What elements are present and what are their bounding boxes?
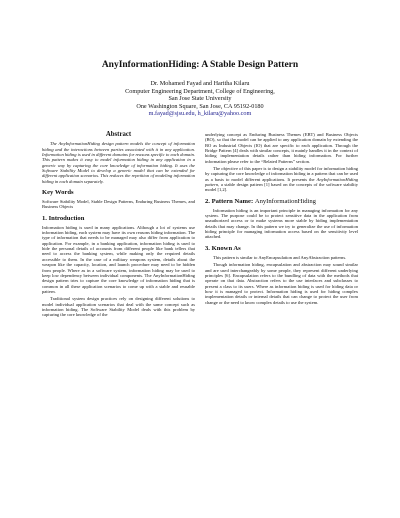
known-as-paragraph-2: Though information hiding, encapsulation and abstraction may sound similar and are used interchangeably by some people, they represent different underlying principles [6]. Encapsulation refers to the bundling of data with the methods that operate on that data. Abstraction refers to the use interfaces and subclasses to present a class to its users. Where as information hiding is used for hiding data or how it is managed to protect. Information hiding is used for hiding complex implementation details or internal details that can change to protect the user from change or the need to know complex details to use the system. <box>205 262 358 305</box>
objective-text-start: The objective of this paper is to design a stability model for information hiding by capturing the core knowledge of information hiding in a pattern that can be used as a basis to model different applications. It presents the <box>205 166 358 182</box>
introduction-paragraph-2: Traditional system design practices rely on designing different solutions to model individual application scenarios that deal with the same concept such as information hiding. The Software Stability Model deals with this problem by capturing the core knowledge of the <box>42 296 195 318</box>
introduction-heading: 1. Introduction <box>42 214 85 222</box>
author-names: Dr. Mohamed Fayad and Haritha Kilaru <box>150 80 250 87</box>
author-university: San Jose State University <box>168 95 232 103</box>
pattern-name-heading <box>205 198 358 205</box>
pattern-name-value: AnyInformationHiding <box>254 197 316 205</box>
author-address: One Washington Square, San Jose, CA 95192-0180 <box>136 102 264 110</box>
right-column <box>205 132 358 320</box>
known-as-paragraph-1: This pattern is similar to AnyEncapsulation and AnyAbstraction patterns. <box>213 254 347 260</box>
paper-title: AnyInformationHiding: A Stable Design Pattern <box>101 60 299 70</box>
two-column-body <box>42 132 358 320</box>
objective-pattern-name: AnyInformationHiding pattern <box>205 176 358 188</box>
objective-paragraph <box>205 166 358 193</box>
intro-continued-paragraph: underlying concept as Enduring Business Themes (EBT) and Business Objects (BO), so that the model can be applied to any application domain by extending the BO as Industrial Objects (IO) that are specific to each application. Through the Bridge Pattern [4] deals with similar concepts, it mainly handles it in the context of hiding implementation details rather than hiding information. For further information please refer to the “Related Patterns” section. <box>205 131 358 164</box>
author-block <box>42 80 358 118</box>
author-department: Computer Engineering Department, College of Engineering, <box>125 87 275 95</box>
keywords-text: Software Stability Model, Stable Design Patterns, Enduring Business Themes, and Business Objects <box>42 199 195 210</box>
introduction-paragraph-1: Information hiding is used in many applications. Although a lot of systems use information hiding, each system may have its own reasons hiding information. The type of information that needs to be managed may also differ from application to application. For example, in a banking application, information hiding is used to hide the personal details of accounts from different people like bank tellers that need to access the banking system, while making only the required details accessible to them. In the case of a military weapons system, details about the weapon like the capacity, location, and launch procedure may need to be hidden from people. Where as in a software system, information hiding may be used to keep low dependency between individual components. The AnyInformationHiding design pattern tries to capture the core knowledge of information hiding that is common in all these application scenarios to come up with a stable and reusable pattern. <box>42 224 195 294</box>
abstract-heading: Abstract <box>105 130 132 138</box>
objective-text-end: , a stable design pattern [1] based on the concepts of the software stability model [1,2]. <box>205 182 358 193</box>
abstract-text: The AnyInformationHiding design pattern models the concept of information hiding and the interactions between parties associated with it in any application. Information hiding is used in different domains for reasons specific to each domain. This pattern makes it easy to model information hiding in any application in a generic way by capturing the core knowledge of information hiding. It uses the Software Stability Model to develop a generic model that can be extended for different application scenarios. This reduces the repetition of modeling information hiding in each domain separately. <box>42 141 195 184</box>
left-column <box>42 132 195 320</box>
pattern-name-paragraph: Information hiding is an important principle in managing information for any system. The purpose could be to protect sensitive data in the application from unauthorized access or to make systems more stable by hiding implementation details that may change. In this pattern we try to generalize the use of information hiding principle for managing information access based on the sensitivity level attached. <box>205 207 358 240</box>
known-as-heading: 3. Known As <box>205 244 241 252</box>
keywords-heading: Key Words <box>42 189 74 197</box>
pattern-name-label: 2. Pattern Name: <box>205 197 254 205</box>
author-emails[interactable]: m.fayad@sjsu.edu, h_kilaru@yahoo.com <box>148 110 252 118</box>
